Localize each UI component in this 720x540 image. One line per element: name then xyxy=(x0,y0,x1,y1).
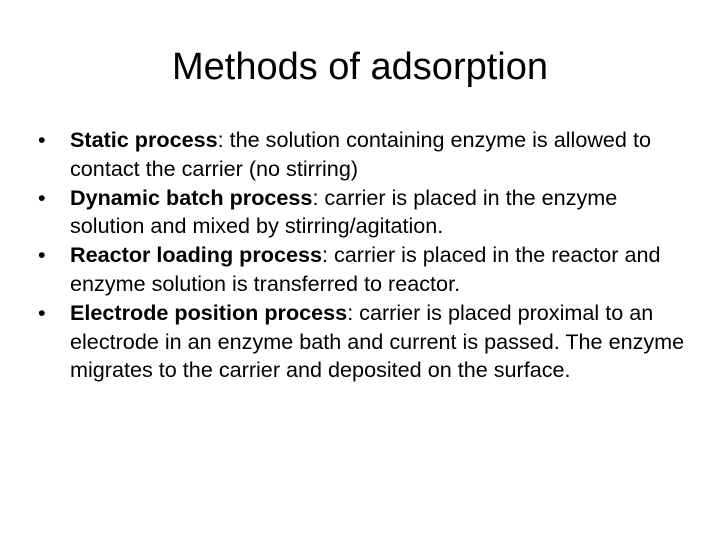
bullet-text: : carrier is placed in the enzyme solution and mixed by stirring/agitation. xyxy=(70,184,618,239)
bullet-term: Electrode position process xyxy=(70,299,348,325)
bullet-term: Static process xyxy=(70,127,218,152)
bullet-dot-icon: • xyxy=(38,242,46,268)
bullet-item-static-process xyxy=(36,126,686,184)
bullet-text: : carrier is placed in the reactor and enzyme solution is transferred to reactor. xyxy=(70,242,661,296)
bullet-item-reactor-loading-process xyxy=(36,241,686,299)
bullet-item-dynamic-batch-process xyxy=(36,184,686,242)
bullet-item-electrode-position-process xyxy=(36,299,686,385)
bullet-dot-icon: • xyxy=(38,184,46,210)
bullet-list xyxy=(36,126,686,385)
slide-title: Methods of adsorption xyxy=(171,46,548,88)
bullet-term: Dynamic batch process xyxy=(70,184,313,210)
bullet-text: : the solution containing enzyme is allowed to contact the carrier (no stirring) xyxy=(70,127,651,181)
bullet-dot-icon: • xyxy=(38,299,46,325)
bullet-term: Reactor loading process xyxy=(70,242,322,268)
bullet-text: : carrier is placed proximal to an electrode in an enzyme bath and current is passed. The enzyme migrates to the carrier and deposited on the surface. xyxy=(70,299,685,383)
bullet-dot-icon: • xyxy=(38,127,46,152)
